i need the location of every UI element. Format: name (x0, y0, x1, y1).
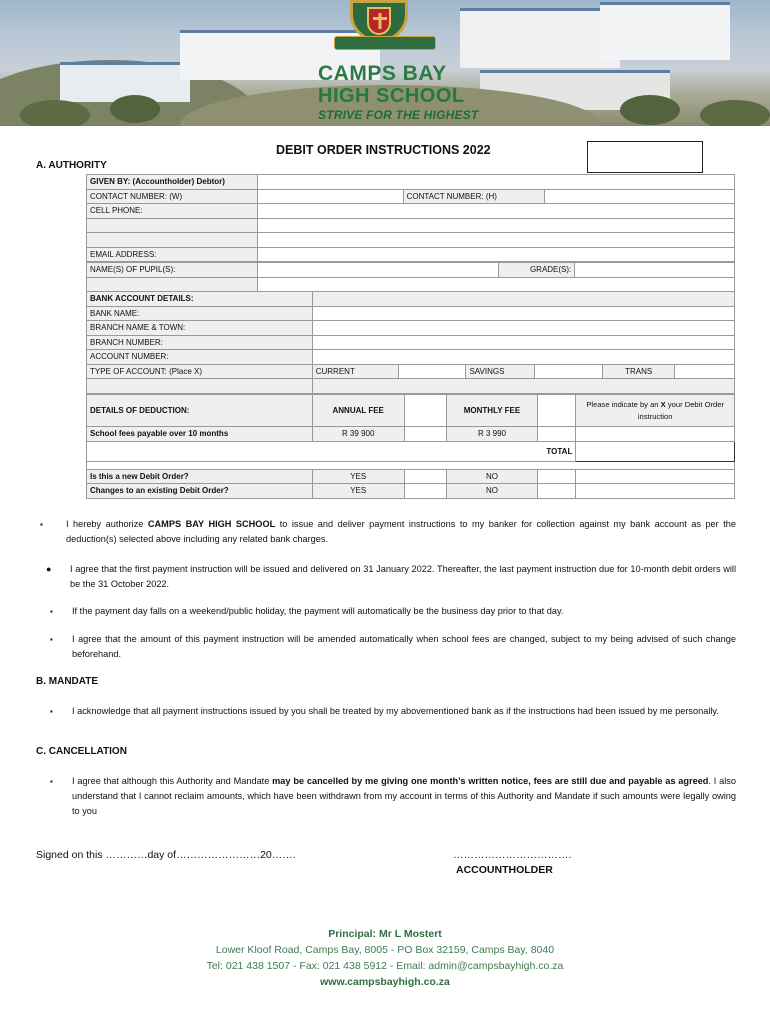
authority-term-1 (66, 517, 736, 547)
authority-term-2: I agree that the first payment instruction will be issued and delivered on 31 January 2022. Thereafter, the last payment instruction due for 10-month debit orders will be the 31 October 2022. (70, 564, 736, 589)
monthly-amount: R 3 990 (446, 427, 538, 442)
monthly-fee-header: MONTHLY FEE (446, 395, 538, 427)
signed-on-line[interactable]: Signed on this …………day of……………………20……. (36, 849, 296, 861)
bullet-icon: ● (46, 564, 52, 574)
email-label: EMAIL ADDRESS: (87, 247, 258, 262)
indicate-note (576, 395, 735, 427)
annual-fee-header: ANNUAL FEE (312, 395, 404, 427)
bank-details-table (86, 291, 735, 394)
crest-motto-ribbon (334, 36, 436, 50)
cancellation-term-1 (72, 774, 736, 819)
change-order-yes-box[interactable] (404, 484, 446, 499)
school-name-logo (318, 63, 478, 123)
contact-h-label: CONTACT NUMBER: (H) (403, 189, 545, 204)
given-by-label: GIVEN BY: (Accountholder) Debtor) (87, 175, 258, 190)
list-item (36, 632, 736, 662)
mandate-term-1: I acknowledge that all payment instructions issued by you shall be treated by my abovementioned bank as if the instructions had been issued by me personally. (72, 706, 719, 716)
spacer-row (87, 461, 735, 469)
principal-text: Principal: Mr L Mostert (328, 928, 442, 940)
annual-fee-select-box[interactable] (404, 395, 446, 427)
grades-field[interactable] (575, 263, 735, 278)
term-bold-text: may be cancelled by me giving one month’s written notice, fees are still due and payable as agreed (272, 776, 709, 786)
spacer-cell (312, 379, 734, 394)
grades-label: GRADE(S): (499, 263, 575, 278)
type-current-box[interactable] (398, 364, 466, 379)
section-c-heading: C. CANCELLATION (36, 746, 127, 757)
branch-town-field[interactable] (312, 321, 734, 336)
change-order-label: Changes to an existing Debit Order? (87, 484, 313, 499)
section-b-heading: B. MANDATE (36, 676, 99, 687)
new-order-field[interactable] (576, 469, 735, 484)
header-banner-photo (0, 0, 770, 126)
new-order-no-label: NO (446, 469, 538, 484)
reference-box[interactable] (587, 141, 703, 173)
type-savings-box[interactable] (535, 364, 603, 379)
school-name-bold: CAMPS BAY HIGH SCHOOL (147, 519, 276, 529)
school-name-line2: HIGH SCHOOL (318, 85, 465, 107)
annual-x-box[interactable] (404, 427, 446, 442)
bank-details-header-cell (312, 292, 734, 307)
list-item (36, 774, 736, 819)
bank-name-field[interactable] (312, 306, 734, 321)
type-current-label: CURRENT (312, 364, 398, 379)
spacer-cell (257, 277, 734, 292)
blank-field[interactable] (257, 233, 734, 248)
pupil-names-field[interactable] (257, 263, 499, 278)
footer-principal (0, 928, 770, 940)
bank-details-label: BANK ACCOUNT DETAILS: (87, 292, 313, 307)
deduction-table (86, 394, 735, 499)
signature-line[interactable]: ……………………………. (453, 849, 572, 861)
accountholder-label: ACCOUNTHOLDER (456, 864, 553, 876)
account-type-label: TYPE OF ACCOUNT: (Place X) (87, 364, 313, 379)
change-order-no-box[interactable] (538, 484, 576, 499)
change-order-yes-label: YES (312, 484, 404, 499)
cell-phone-field[interactable] (257, 204, 734, 219)
email-field[interactable] (257, 247, 734, 262)
bullet-icon: ▪ (50, 707, 53, 716)
cell-phone-label: CELL PHONE: (87, 204, 258, 219)
blank-field[interactable] (257, 218, 734, 233)
term-text: I hereby authorize (66, 519, 148, 529)
branch-number-field[interactable] (312, 335, 734, 350)
footer-contact: Tel: 021 438 1507 - Fax: 021 438 5912 - Email: admin@campsbayhigh.co.za (206, 960, 564, 972)
authority-term-4: I agree that the amount of this payment instruction will be amended automatically when school fees are changed, subject to my being advised of such change beforehand. (72, 634, 736, 659)
term-text: . I also understand that I cannot reclaim amounts, which have been withdrawn from my account in terms of this Authority and Mandate if such amounts were legally owing to you (72, 776, 736, 816)
spacer-row (87, 379, 313, 394)
school-tagline: STRIVE FOR THE HIGHEST (318, 108, 479, 122)
list-item (36, 517, 736, 547)
new-order-label: Is this a new Debit Order? (87, 469, 313, 484)
branch-town-label: BRANCH NAME & TOWN: (87, 321, 313, 336)
bank-name-label: BANK NAME: (87, 306, 313, 321)
term-text: I agree that although this Authority and Mandate (72, 776, 273, 786)
type-trans-label: TRANS (603, 364, 675, 379)
footer-website (0, 976, 770, 988)
change-order-field[interactable] (576, 484, 735, 499)
monthly-fee-select-box[interactable] (538, 395, 576, 427)
change-order-no-label: NO (446, 484, 538, 499)
pupil-names-label: NAME(S) OF PUPIL(S): (87, 263, 258, 278)
contact-details-table (86, 174, 735, 262)
type-savings-label: SAVINGS (466, 364, 535, 379)
bullet-icon: ▪ (40, 520, 43, 529)
bullet-icon: ▪ (50, 777, 53, 786)
document-title: DEBIT ORDER INSTRUCTIONS 2022 (276, 143, 491, 157)
total-field[interactable] (576, 441, 735, 461)
term-text: to issue and deliver payment instructions to my banker for collection against my bank account as per the deduction(s) selected above including any related bank charges. (66, 519, 736, 544)
pupil-table (86, 262, 735, 292)
new-order-yes-box[interactable] (404, 469, 446, 484)
indicate-note-prefix: Please indicate by an (586, 399, 661, 409)
contact-w-label: CONTACT NUMBER: (W) (87, 189, 258, 204)
new-order-no-box[interactable] (538, 469, 576, 484)
footer-address: Lower Kloof Road, Camps Bay, 8005 - PO Box 32159, Camps Bay, 8040 (215, 944, 555, 956)
type-trans-box[interactable] (675, 364, 735, 379)
authority-term-3: If the payment day falls on a weekend/public holiday, the payment will automatically be the business day prior to that day. (72, 606, 564, 616)
section-a-heading: A. AUTHORITY (36, 160, 107, 171)
monthly-x-box[interactable] (538, 427, 576, 442)
spacer-row (87, 277, 258, 292)
indicate-note-x: X (660, 399, 666, 409)
given-by-field[interactable] (257, 175, 734, 190)
website-link[interactable]: www.campsbayhigh.co.za (320, 976, 450, 988)
list-item (36, 604, 736, 619)
list-item (36, 562, 736, 592)
contact-w-field[interactable] (257, 189, 403, 204)
account-number-field[interactable] (312, 350, 734, 365)
bullet-icon: ▪ (50, 607, 53, 616)
indicate-note-suffix: your Debit Order instruction (637, 399, 724, 421)
school-fees-label: School fees payable over 10 months (87, 427, 313, 442)
account-number-label: ACCOUNT NUMBER: (87, 350, 313, 365)
branch-number-label: BRANCH NUMBER: (87, 335, 313, 350)
annual-amount: R 39 900 (312, 427, 404, 442)
blank-row (87, 233, 258, 248)
blank-row (87, 218, 258, 233)
list-item (36, 704, 736, 719)
instruction-field[interactable] (576, 427, 735, 442)
cross-icon (372, 12, 388, 30)
deduction-details-label: DETAILS OF DEDUCTION: (87, 395, 313, 427)
contact-h-field[interactable] (545, 189, 735, 204)
total-label: TOTAL (87, 441, 576, 461)
bullet-icon: ▪ (50, 635, 53, 644)
new-order-yes-label: YES (312, 469, 404, 484)
school-name-line1: CAMPS BAY (318, 62, 447, 85)
